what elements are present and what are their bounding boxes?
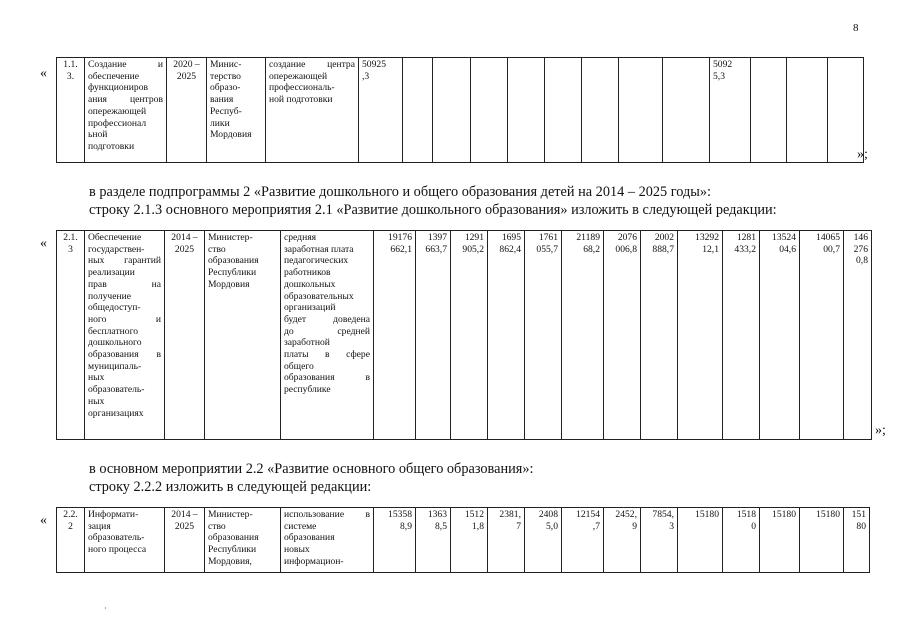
paragraph-line: строку 2.2.2 изложить в следующей редакции: (89, 479, 372, 495)
table-row-2-1-3 (56, 230, 872, 440)
cell-line: 662,1 (390, 243, 412, 255)
period-cell (167, 58, 207, 163)
cell-line: информацион- (284, 555, 344, 567)
cell-line: общедоступ- (88, 302, 141, 314)
close-quote-1: »; (857, 147, 868, 162)
cell-line: 5,0 (546, 520, 558, 532)
cell-line: 663,7 (425, 243, 447, 255)
cell-line: терство (210, 70, 241, 82)
cell-line: 3. (66, 70, 75, 82)
cell-line: образования (208, 532, 259, 544)
cell-line: 2.1. (63, 232, 78, 243)
cell-line: подготовки (88, 140, 135, 152)
cell-line: 12,1 (702, 243, 719, 255)
cell-line: ство (208, 243, 226, 255)
cell-line: дошкольного (88, 337, 142, 349)
cell-line: 14065 (816, 232, 840, 243)
cell-line: использование в (284, 509, 370, 520)
value-cell (641, 508, 678, 573)
cell-line: ,3 (362, 70, 370, 82)
indicator-cell (281, 508, 374, 573)
value-cell (678, 508, 723, 573)
measure-name-cell (85, 58, 167, 163)
value-cell (451, 508, 488, 573)
cell-line: 1761 (538, 232, 558, 243)
cell-line: реализации (88, 267, 135, 279)
cell-line: 7 (516, 520, 521, 532)
cell-line: 2025 (174, 243, 195, 255)
cell-line: будет доведена (284, 313, 370, 325)
cell-line: 151 (851, 509, 866, 520)
row-number-cell (57, 231, 85, 440)
cell-line: создание центра (269, 59, 355, 70)
value-cell (359, 58, 403, 163)
cell-line: образователь- (88, 532, 145, 544)
value-cell (488, 508, 525, 573)
scan-speck: · (104, 604, 107, 613)
cell-line: организациях (88, 407, 144, 419)
value-cell (508, 58, 545, 163)
value-cell (678, 231, 723, 440)
cell-line: 055,7 (536, 243, 558, 255)
cell-line: опережающей (269, 70, 328, 82)
value-cell (619, 58, 663, 163)
cell-line: 68,2 (583, 243, 600, 255)
value-cell (604, 508, 641, 573)
cell-line: государствен- (88, 243, 145, 255)
value-cell (416, 508, 451, 573)
value-cell (562, 508, 604, 573)
cell-line: 13292 (695, 232, 719, 243)
paragraph-line: строку 2.1.3 основного мероприятия 2.1 «Развитие дошкольного образования» изложить в следующей редакции: (89, 202, 777, 218)
cell-line: 15180 (816, 509, 840, 520)
cell-line: 905,2 (462, 243, 484, 255)
cell-line: образования в (88, 349, 161, 361)
cell-line: 2014 – (171, 509, 198, 520)
value-cell (488, 231, 525, 440)
value-cell (800, 508, 844, 573)
cell-line: 1397 (427, 232, 447, 243)
cell-line: 9 (632, 520, 637, 532)
cell-line: 3 (68, 243, 73, 255)
cell-line: дошкольных (284, 278, 336, 290)
cell-line: 1363 (427, 509, 447, 520)
cell-line: 8,5 (435, 520, 447, 532)
value-cell (374, 231, 416, 440)
cell-line: образования (208, 255, 259, 267)
value-cell (800, 231, 844, 440)
value-cell (433, 58, 471, 163)
value-cell (451, 231, 488, 440)
cell-line: организаций (284, 302, 336, 314)
cell-line: 1.1. (63, 59, 78, 70)
cell-line: образования (284, 532, 335, 544)
cell-line: лики (210, 117, 230, 129)
cell-line: заработная плата (284, 243, 354, 255)
executor-cell (207, 58, 266, 163)
period-cell (165, 508, 205, 573)
cell-line: функциониров (88, 82, 149, 94)
cell-line: Информати- (88, 509, 139, 520)
cell-line: 2 (68, 520, 73, 532)
page-number: 8 (853, 22, 859, 34)
open-quote-2: « (40, 236, 47, 251)
value-cell (723, 508, 760, 573)
value-cell (562, 231, 604, 440)
value-cell (844, 508, 870, 573)
cell-line: 2014 – (171, 232, 198, 243)
cell-line: образования в (284, 372, 370, 384)
cell-line: муниципаль- (88, 360, 142, 372)
value-cell (604, 231, 641, 440)
cell-line: Министер- (208, 232, 253, 243)
cell-line: Минис- (210, 59, 242, 70)
measure-name-cell (85, 508, 165, 573)
cell-line: 2452, (615, 509, 637, 520)
cell-line: 888,7 (652, 243, 674, 255)
paragraph-line: в основном мероприятии 2.2 «Развитие основного общего образования»: (89, 461, 534, 477)
cell-line: 1,8 (472, 520, 484, 532)
indicator-cell (266, 58, 359, 163)
cell-line: до средней (284, 325, 370, 337)
table-row-2-2-2 (56, 507, 870, 573)
cell-line: 15180 (772, 509, 796, 520)
cell-line: 2002 (654, 232, 674, 243)
paragraph-line: в разделе подпрограммы 2 «Развитие дошкольного и общего образования детей на 2014 – 2025 годы»: (89, 184, 711, 200)
cell-line: 276 (853, 243, 868, 255)
cell-line: Создание и (88, 59, 163, 70)
cell-line: ство (208, 520, 226, 532)
value-cell (723, 231, 760, 440)
executor-cell (205, 231, 281, 440)
indicator-cell (281, 231, 374, 440)
measure-name-cell (85, 231, 165, 440)
value-cell (751, 58, 787, 163)
cell-line: профессиональ- (269, 82, 335, 94)
row-number-cell (57, 58, 85, 163)
cell-line: образовательных (284, 290, 354, 302)
cell-line: 8,9 (400, 520, 412, 532)
cell-line: средняя (284, 232, 317, 243)
cell-line: 1281 (736, 232, 756, 243)
cell-line: ания центров (88, 94, 163, 106)
cell-line: ных гарантий (88, 255, 161, 267)
cell-line: 006,8 (615, 243, 637, 255)
value-cell (663, 58, 710, 163)
cell-line: 1291 (464, 232, 484, 243)
value-cell (787, 58, 828, 163)
value-cell (582, 58, 619, 163)
cell-line: заработной (284, 337, 330, 349)
cell-line: обеспечение (88, 70, 140, 82)
paragraph-measure-2-2 (89, 460, 533, 496)
cell-line: работников (284, 267, 331, 279)
cell-line: платы в сфере (284, 349, 370, 361)
cell-line: ного процесса (88, 544, 147, 556)
close-quote-2: »; (875, 423, 886, 438)
value-cell (471, 58, 508, 163)
cell-line: Мордовия (208, 278, 250, 290)
value-cell (416, 231, 451, 440)
cell-line: системе (284, 520, 317, 532)
cell-line: зация (88, 520, 111, 532)
cell-line: новых (284, 544, 310, 556)
cell-line: профессионал (88, 117, 147, 129)
cell-line: образо- (210, 82, 241, 94)
cell-line: 2381, (499, 509, 521, 520)
cell-line: 1512 (464, 509, 484, 520)
cell-line: образователь- (88, 384, 145, 396)
cell-line: 862,4 (499, 243, 521, 255)
value-cell (760, 508, 800, 573)
cell-line: 1518 (736, 509, 756, 520)
cell-line: общего (284, 360, 314, 372)
cell-line: 146 (853, 232, 868, 243)
cell-line: 13524 (772, 232, 796, 243)
cell-line: Республики (208, 267, 257, 279)
cell-line: 15358 (388, 509, 412, 520)
cell-line: бесплатного (88, 325, 139, 337)
cell-line: 5092 (713, 59, 733, 70)
cell-line: ной подготовки (269, 94, 333, 106)
cell-line: 3 (669, 520, 674, 532)
cell-line: 2.2. (63, 509, 78, 520)
row-number-cell (57, 508, 85, 573)
value-cell (760, 231, 800, 440)
value-cell (545, 58, 582, 163)
cell-line: Мордовия, (208, 555, 252, 567)
cell-line: 0 (751, 520, 756, 532)
cell-line: получение (88, 290, 131, 302)
cell-line: 2025 (174, 520, 195, 532)
cell-line: педагогических (284, 255, 349, 267)
open-quote-1: « (40, 66, 47, 81)
cell-line: 2076 (617, 232, 637, 243)
value-cell (374, 508, 416, 573)
cell-line: ,7 (592, 520, 600, 532)
cell-line: республике (284, 384, 331, 396)
open-quote-3: « (40, 513, 47, 528)
cell-line: 00,7 (823, 243, 840, 255)
cell-line: 7854, (652, 509, 674, 520)
cell-line: ьной (88, 129, 108, 141)
cell-line: 50925 (362, 59, 386, 70)
cell-line: 1695 (501, 232, 521, 243)
value-cell (710, 58, 751, 163)
cell-line: Министер- (208, 509, 253, 520)
value-cell (403, 58, 433, 163)
cell-line: 2408 (538, 509, 558, 520)
cell-line: 80 (856, 520, 866, 532)
executor-cell (205, 508, 281, 573)
cell-line: Обеспечение (88, 232, 142, 243)
cell-line: 0,8 (856, 255, 868, 267)
cell-line: Мордовия (210, 129, 252, 141)
cell-line: опережающей (88, 105, 147, 117)
cell-line: 04,6 (779, 243, 796, 255)
paragraph-subprogram-2 (89, 183, 777, 219)
cell-line: 5,3 (713, 70, 725, 82)
cell-line: ных (88, 395, 105, 407)
cell-line: 2020 – (173, 59, 200, 70)
cell-line: 15180 (695, 509, 719, 520)
value-cell (525, 231, 562, 440)
cell-line: ных (88, 372, 105, 384)
table-row-1-1-3 (56, 57, 864, 163)
cell-line: 19176 (388, 232, 412, 243)
cell-line: Респуб- (210, 105, 242, 117)
cell-line: ного и (88, 313, 161, 325)
value-cell (844, 231, 872, 440)
cell-line: прав на (88, 278, 161, 290)
value-cell (641, 231, 678, 440)
cell-line: 21189 (576, 232, 600, 243)
cell-line: Республики (208, 544, 257, 556)
period-cell (165, 231, 205, 440)
cell-line: 12154 (576, 509, 600, 520)
cell-line: 2025 (176, 70, 197, 82)
value-cell (525, 508, 562, 573)
cell-line: 433,2 (734, 243, 756, 255)
cell-line: вания (210, 94, 234, 106)
